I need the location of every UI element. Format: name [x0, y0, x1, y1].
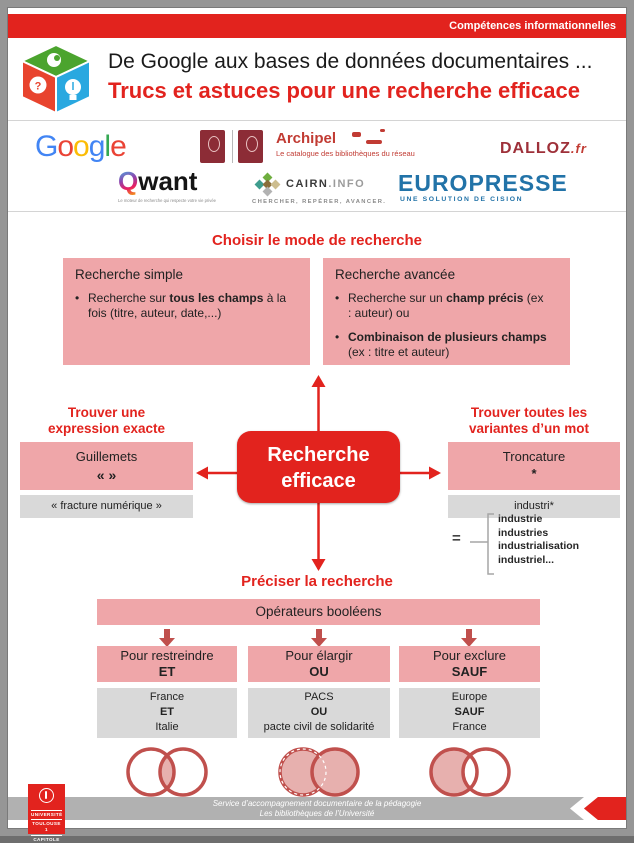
operator-header-ou: Pour élargir OU	[248, 646, 390, 682]
bullet-marker: •	[75, 291, 80, 305]
example-et: France ET Italie	[97, 688, 237, 738]
example-ou: PACS OU pacte civil de solidarité	[248, 688, 390, 738]
variants-list	[498, 513, 579, 567]
footer-back-chevron-icon	[554, 797, 626, 820]
bullet-marker: •	[335, 291, 340, 305]
venn-union-icon	[273, 745, 365, 799]
arrow-left-icon	[196, 467, 208, 480]
archipel-tagline: Le catalogue des bibliothèques du réseau	[276, 149, 415, 158]
advanced-search-box	[323, 258, 570, 365]
advanced-search-bullet-2: Combinaison de plusieurs champs (ex : titre et auteur)	[348, 330, 547, 359]
footer-text: Service d’accompagnement documentaire de la pédagogie Les bibliothèques de l’Université	[212, 799, 422, 818]
section-title-preciser: Préciser la recherche	[241, 573, 393, 590]
guillemets-box: Guillemets « »	[20, 442, 193, 490]
operator-header-et: Pour restreindre ET	[97, 646, 237, 682]
variant-item: industrie	[498, 513, 543, 525]
cairn-tagline: CHERCHER, REPÉRER, AVANCER.	[252, 199, 387, 205]
simple-search-bullet: Recherche sur tous les champs à la fois (titre, auteur, date,...)	[88, 291, 287, 320]
arrow-down-icon	[312, 559, 326, 571]
right-branch-title: Trouver toutes les variantes d’un mot	[468, 405, 590, 436]
simple-search-heading: Recherche simple	[75, 267, 184, 282]
boolean-operators-bar: Opérateurs booléens	[97, 599, 540, 625]
qwant-tagline: Le moteur de recherche qui respecte votre vie privée	[118, 198, 216, 203]
variant-item: industriel...	[498, 553, 555, 566]
archipel-emblem-2	[238, 130, 263, 163]
variant-item: industrialisation	[498, 540, 580, 552]
arrow-up-icon	[312, 375, 326, 387]
central-node: Recherche efficace	[237, 431, 400, 503]
bracket-icon	[468, 512, 494, 576]
venn-difference-icon	[424, 745, 516, 799]
google-logo: Google	[35, 130, 126, 163]
page-subtitle: Trucs et astuces pour une recherche efficace	[108, 78, 580, 103]
down-block-arrow-icon	[311, 629, 327, 647]
europresse-logo: EUROPRESSE	[398, 170, 568, 196]
operator-header-sauf: Pour exclure SAUF	[399, 646, 540, 682]
archipel-emblem-1	[200, 130, 225, 163]
example-sauf: Europe SAUF France	[399, 688, 540, 738]
cairn-diamonds-icon	[252, 174, 284, 198]
troncature-box: Troncature *	[448, 442, 620, 490]
top-red-bar	[8, 14, 626, 38]
document-sheet	[8, 8, 626, 842]
archipel-divider	[232, 130, 233, 163]
cairn-logo: CAIRN.INFO	[286, 178, 366, 190]
arrow-right-icon	[429, 467, 441, 480]
down-block-arrow-icon	[159, 629, 175, 647]
university-logo: UNIVERSITÉ TOULOUSE 1 CAPITOLE	[28, 784, 65, 834]
left-branch-title: Trouver une expression exacte	[47, 405, 166, 436]
page-title: De Google aux bases de données documentaires ...	[108, 50, 593, 73]
university-emblem-icon	[39, 788, 54, 803]
advanced-search-bullet-1: Recherche sur un champ précis (ex : auteur) ou	[348, 291, 544, 320]
dalloz-logo: DALLOZ.fr	[500, 140, 587, 157]
svg-text:?: ?	[34, 80, 42, 93]
europresse-tagline: UNE SOLUTION DE CISION	[400, 196, 524, 203]
simple-search-box	[63, 258, 310, 365]
archipel-island-icon	[380, 129, 385, 132]
separator-logos	[8, 211, 626, 212]
advanced-search-heading: Recherche avancée	[335, 267, 456, 282]
cube-logo-icon	[16, 44, 96, 120]
badge-competences: Compétences informationnelles	[449, 20, 616, 32]
equals-sign: =	[452, 530, 461, 547]
venn-intersection-icon	[121, 745, 213, 799]
bullet-marker: •	[335, 330, 340, 344]
troncature-example: industri*	[448, 495, 620, 518]
variant-item: industries	[498, 526, 549, 539]
guillemets-example: « fracture numérique »	[20, 495, 193, 518]
archipel-logo: Archipel	[276, 130, 337, 147]
section-title-mode: Choisir le mode de recherche	[211, 232, 423, 249]
qwant-logo: Qwant	[118, 166, 198, 196]
down-block-arrow-icon	[461, 629, 477, 647]
archipel-island-icon	[366, 140, 382, 144]
archipel-island-icon	[352, 132, 361, 137]
separator-top	[8, 120, 626, 121]
